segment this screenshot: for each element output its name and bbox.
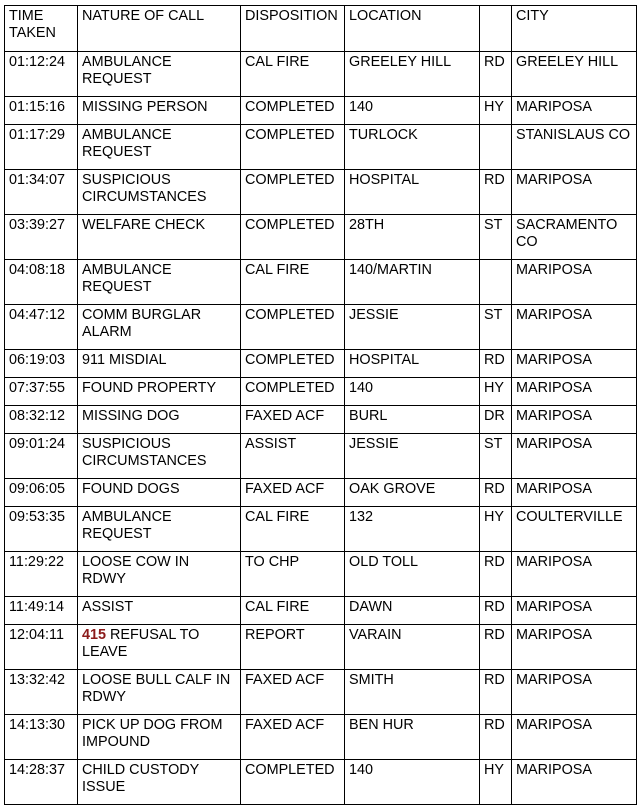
table-row (5, 406, 637, 434)
table-row (5, 434, 637, 479)
nature-of-call-cell (78, 52, 241, 97)
nature-of-call-cell (78, 434, 241, 479)
street-suffix-cell: RD (480, 170, 512, 215)
city-cell: MARIPOSA (512, 479, 637, 507)
table-row (5, 350, 637, 378)
header-row (5, 6, 637, 52)
nature-of-call-cell (78, 350, 241, 378)
nature-of-call-cell (78, 305, 241, 350)
table-row (5, 52, 637, 97)
table-row (5, 670, 637, 715)
disposition-cell: COMPLETED (241, 170, 345, 215)
street-suffix-cell: RD (480, 52, 512, 97)
disposition-cell: FAXED ACF (241, 670, 345, 715)
disposition-cell: CAL FIRE (241, 597, 345, 625)
table-row (5, 215, 637, 260)
location-cell: JESSIE (345, 434, 480, 479)
nature-of-call-text: AMBULANCE REQUEST (82, 127, 172, 160)
table-row (5, 715, 637, 760)
location-cell: JESSIE (345, 305, 480, 350)
street-suffix-cell: ST (480, 305, 512, 350)
nature-of-call-cell (78, 406, 241, 434)
nature-of-call-cell (78, 715, 241, 760)
city-cell: MARIPOSA (512, 378, 637, 406)
time-taken-cell: 09:01:24 (5, 434, 78, 479)
call-log-table (4, 5, 637, 805)
street-suffix-cell: HY (480, 378, 512, 406)
city-cell: MARIPOSA (512, 170, 637, 215)
call-code: 415 (82, 627, 107, 643)
header-location: LOCATION (345, 6, 480, 52)
table-row (5, 260, 637, 305)
location-cell: 140 (345, 760, 480, 805)
location-cell: 140 (345, 97, 480, 125)
table-row (5, 625, 637, 670)
table-row (5, 125, 637, 170)
nature-of-call-cell (78, 507, 241, 552)
time-taken-cell: 07:37:55 (5, 378, 78, 406)
time-taken-cell: 12:04:11 (5, 625, 78, 670)
street-suffix-cell: HY (480, 760, 512, 805)
table-row (5, 760, 637, 805)
disposition-cell: CAL FIRE (241, 260, 345, 305)
time-taken-cell: 01:17:29 (5, 125, 78, 170)
nature-of-call-cell (78, 378, 241, 406)
nature-of-call-text: LOOSE COW IN RDWY (82, 554, 190, 587)
location-cell: GREELEY HILL (345, 52, 480, 97)
time-taken-cell: 06:19:03 (5, 350, 78, 378)
nature-of-call-text: MISSING PERSON (82, 99, 208, 115)
nature-of-call-cell (78, 125, 241, 170)
nature-of-call-text: PICK UP DOG FROM IMPOUND (82, 717, 223, 750)
city-cell: MARIPOSA (512, 406, 637, 434)
nature-of-call-text: REFUSAL TO LEAVE (82, 627, 200, 660)
city-cell: MARIPOSA (512, 552, 637, 597)
street-suffix-cell: ST (480, 215, 512, 260)
table-row (5, 170, 637, 215)
nature-of-call-text: LOOSE BULL CALF IN RDWY (82, 672, 231, 705)
street-suffix-cell: HY (480, 507, 512, 552)
disposition-cell: COMPLETED (241, 97, 345, 125)
disposition-cell: COMPLETED (241, 215, 345, 260)
nature-of-call-text: AMBULANCE REQUEST (82, 54, 172, 87)
disposition-cell: FAXED ACF (241, 479, 345, 507)
nature-of-call-cell (78, 479, 241, 507)
street-suffix-cell: HY (480, 97, 512, 125)
disposition-cell: CAL FIRE (241, 52, 345, 97)
location-cell: VARAIN (345, 625, 480, 670)
time-taken-cell: 13:32:42 (5, 670, 78, 715)
location-cell: 28TH (345, 215, 480, 260)
table-row (5, 597, 637, 625)
location-cell: 132 (345, 507, 480, 552)
city-cell: COULTERVILLE (512, 507, 637, 552)
city-cell: SACRAMENTO CO (512, 215, 637, 260)
disposition-cell: COMPLETED (241, 305, 345, 350)
city-cell: MARIPOSA (512, 760, 637, 805)
location-cell: HOSPITAL (345, 170, 480, 215)
street-suffix-cell: RD (480, 597, 512, 625)
nature-of-call-cell (78, 170, 241, 215)
city-cell: STANISLAUS CO (512, 125, 637, 170)
table-row (5, 378, 637, 406)
city-cell: MARIPOSA (512, 670, 637, 715)
time-taken-cell: 01:34:07 (5, 170, 78, 215)
table-row (5, 552, 637, 597)
street-suffix-cell (480, 260, 512, 305)
time-taken-cell: 03:39:27 (5, 215, 78, 260)
street-suffix-cell: RD (480, 625, 512, 670)
header-time-taken: TIME TAKEN (5, 6, 78, 52)
city-cell: GREELEY HILL (512, 52, 637, 97)
city-cell: MARIPOSA (512, 715, 637, 760)
time-taken-cell: 01:15:16 (5, 97, 78, 125)
time-taken-cell: 04:47:12 (5, 305, 78, 350)
time-taken-cell: 11:49:14 (5, 597, 78, 625)
disposition-cell: COMPLETED (241, 760, 345, 805)
location-cell: OLD TOLL (345, 552, 480, 597)
location-cell: DAWN (345, 597, 480, 625)
table-row (5, 507, 637, 552)
nature-of-call-text: AMBULANCE REQUEST (82, 509, 172, 542)
location-cell: OAK GROVE (345, 479, 480, 507)
location-cell: HOSPITAL (345, 350, 480, 378)
nature-of-call-text: CHILD CUSTODY ISSUE (82, 762, 200, 795)
city-cell: MARIPOSA (512, 97, 637, 125)
nature-of-call-cell (78, 760, 241, 805)
nature-of-call-cell (78, 97, 241, 125)
nature-of-call-text: MISSING DOG (82, 408, 180, 424)
disposition-cell: FAXED ACF (241, 406, 345, 434)
time-taken-cell: 09:06:05 (5, 479, 78, 507)
time-taken-cell: 08:32:12 (5, 406, 78, 434)
nature-of-call-text: SUSPICIOUS CIRCUMSTANCES (82, 172, 207, 205)
location-cell: SMITH (345, 670, 480, 715)
disposition-cell: ASSIST (241, 434, 345, 479)
city-cell: MARIPOSA (512, 350, 637, 378)
time-taken-cell: 09:53:35 (5, 507, 78, 552)
nature-of-call-cell (78, 597, 241, 625)
disposition-cell: COMPLETED (241, 350, 345, 378)
nature-of-call-text: AMBULANCE REQUEST (82, 262, 172, 295)
nature-of-call-text: FOUND DOGS (82, 481, 180, 497)
street-suffix-cell: RD (480, 715, 512, 760)
nature-of-call-text: 911 MISDIAL (82, 352, 167, 368)
disposition-cell: REPORT (241, 625, 345, 670)
location-cell: 140 (345, 378, 480, 406)
nature-of-call-text: COMM BURGLAR ALARM (82, 307, 202, 340)
disposition-cell: COMPLETED (241, 125, 345, 170)
header-disposition: DISPOSITION (241, 6, 345, 52)
disposition-cell: COMPLETED (241, 378, 345, 406)
street-suffix-cell: RD (480, 350, 512, 378)
disposition-cell: FAXED ACF (241, 715, 345, 760)
nature-of-call-text: SUSPICIOUS CIRCUMSTANCES (82, 436, 207, 469)
street-suffix-cell: RD (480, 552, 512, 597)
city-cell: MARIPOSA (512, 260, 637, 305)
location-cell: BURL (345, 406, 480, 434)
location-cell: BEN HUR (345, 715, 480, 760)
nature-of-call-cell (78, 260, 241, 305)
time-taken-cell: 04:08:18 (5, 260, 78, 305)
header-nature-of-call: NATURE OF CALL (78, 6, 241, 52)
street-suffix-cell: DR (480, 406, 512, 434)
time-taken-cell: 01:12:24 (5, 52, 78, 97)
location-cell: 140/MARTIN (345, 260, 480, 305)
nature-of-call-cell (78, 625, 241, 670)
nature-of-call-cell (78, 670, 241, 715)
disposition-cell: TO CHP (241, 552, 345, 597)
city-cell: MARIPOSA (512, 625, 637, 670)
city-cell: MARIPOSA (512, 434, 637, 479)
street-suffix-cell: RD (480, 670, 512, 715)
time-taken-cell: 14:28:37 (5, 760, 78, 805)
nature-of-call-text: FOUND PROPERTY (82, 380, 217, 396)
table-row (5, 97, 637, 125)
table-row (5, 479, 637, 507)
nature-of-call-text: WELFARE CHECK (82, 217, 206, 233)
nature-of-call-cell (78, 552, 241, 597)
disposition-cell: CAL FIRE (241, 507, 345, 552)
street-suffix-cell: ST (480, 434, 512, 479)
city-cell: MARIPOSA (512, 305, 637, 350)
header-city: CITY (512, 6, 637, 52)
time-taken-cell: 14:13:30 (5, 715, 78, 760)
city-cell: MARIPOSA (512, 597, 637, 625)
header-street-suffix (480, 6, 512, 52)
table-row (5, 305, 637, 350)
time-taken-cell: 11:29:22 (5, 552, 78, 597)
location-cell: TURLOCK (345, 125, 480, 170)
street-suffix-cell (480, 125, 512, 170)
street-suffix-cell: RD (480, 479, 512, 507)
nature-of-call-text: ASSIST (82, 599, 134, 615)
nature-of-call-cell (78, 215, 241, 260)
